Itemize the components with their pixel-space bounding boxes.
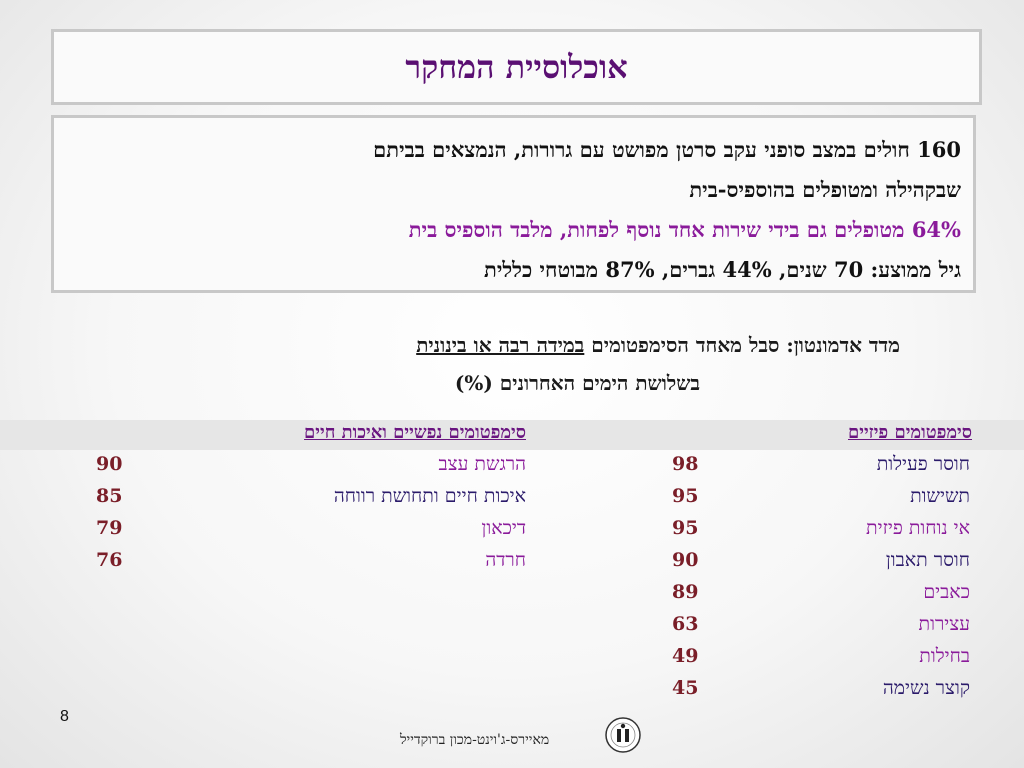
- symptom-label: דיכאון: [481, 517, 526, 539]
- symptom-label: חרדה: [485, 549, 526, 571]
- physical-header: סימפטומים פיזיים: [848, 422, 972, 443]
- symptom-row: [670, 512, 970, 544]
- institute-logo-icon: [604, 716, 642, 754]
- psych-header: סימפטומים נפשיים ואיכות חיים: [304, 422, 526, 443]
- info-line: גיל ממוצע: 70 שנים, 44% גברים, 87% מבוטחי כללית: [484, 257, 961, 282]
- symptom-row: [94, 448, 526, 480]
- symptom-label: חוסר תאבון: [885, 549, 970, 571]
- symptom-value: 79: [96, 517, 123, 539]
- title-box: [51, 29, 982, 105]
- symptom-label: חוסר פעילות: [876, 453, 970, 475]
- page-number: 8: [60, 708, 69, 725]
- institute-name: מאיירס-ג'וינט-מכון ברוקדייל: [400, 732, 550, 748]
- symptom-row: [670, 608, 970, 640]
- symptom-value: 90: [96, 453, 123, 475]
- symptom-value: 85: [96, 485, 123, 507]
- symptom-label: בחילות: [919, 645, 970, 667]
- symptom-label: איכות חיים ותחושת רווחה: [333, 485, 526, 507]
- symptom-row: [670, 672, 970, 704]
- symptom-label: אי נוחות פיזית: [866, 517, 970, 539]
- edmonton-line2: בשלושת הימים האחרונים (%): [454, 371, 700, 395]
- symptom-value: 95: [672, 517, 699, 539]
- info-line: שבקהילה ומטופלים בהוספיס-בית: [689, 177, 961, 202]
- edmonton-line1-emphasis: במידה רבה או בינונית: [416, 333, 585, 357]
- symptom-label: תשישות: [910, 485, 970, 507]
- symptom-value: 89: [672, 581, 699, 603]
- symptom-row: [670, 544, 970, 576]
- symptom-value: 63: [672, 613, 699, 635]
- edmonton-line1-prefix: מדד אדמונטון: סבל מאחד הסימפטומים: [584, 333, 900, 357]
- symptom-value: 45: [672, 677, 699, 699]
- info-line: 64% מטופלים גם בידי שירות אחד נוסף לפחות, מלבד הוספיס בית: [408, 217, 961, 242]
- edmonton-heading: [100, 326, 900, 402]
- slide-title: אוכלוסיית המחקר: [405, 48, 628, 86]
- symptom-value: 98: [672, 453, 699, 475]
- symptom-row: [670, 448, 970, 480]
- symptom-value: 49: [672, 645, 699, 667]
- info-line: 160 חולים במצב סופני עקב סרטן מפושט עם גרורות, הנמצאים בביתם: [373, 137, 961, 162]
- symptom-label: קוצר נשימה: [882, 677, 970, 699]
- symptom-label: כאבים: [923, 581, 970, 603]
- symptom-value: 95: [672, 485, 699, 507]
- symptom-value: 90: [672, 549, 699, 571]
- study-info-box: [51, 115, 976, 293]
- symptom-label: עצירות: [918, 613, 970, 635]
- symptom-label: הרגשת עצב: [438, 453, 526, 475]
- symptom-row: [94, 512, 526, 544]
- symptom-row: [94, 480, 526, 512]
- symptom-row: [670, 480, 970, 512]
- symptom-value: 76: [96, 549, 123, 571]
- symptom-row: [94, 544, 526, 576]
- symptom-row: [670, 640, 970, 672]
- symptom-row: [670, 576, 970, 608]
